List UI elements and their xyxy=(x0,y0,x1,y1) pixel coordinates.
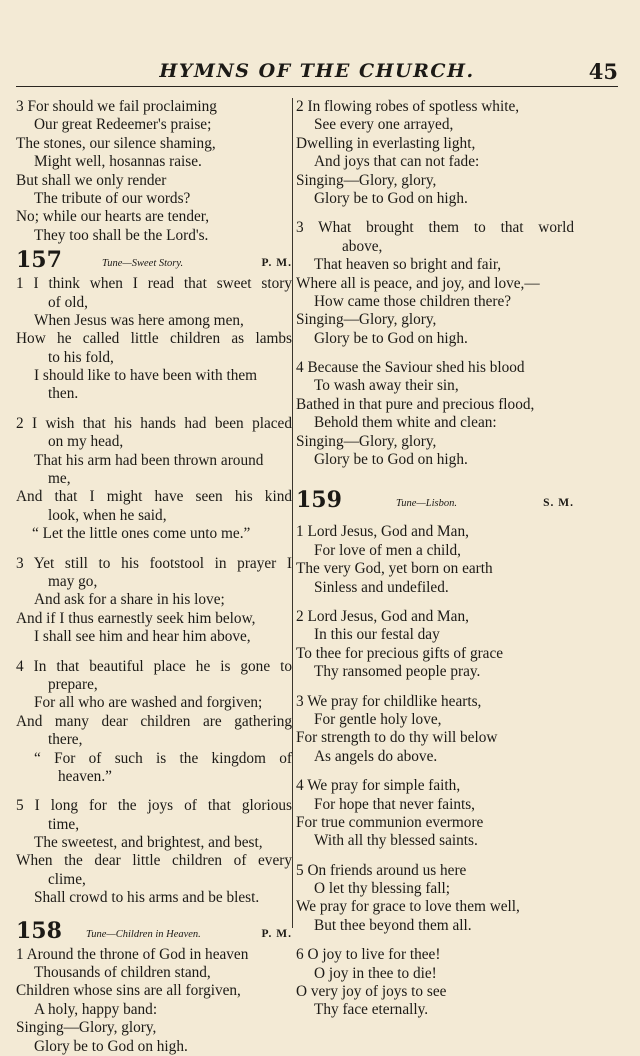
verse-line: I shall see him and hear him above, xyxy=(34,628,251,646)
verse-line: For love of men a child, xyxy=(314,541,461,559)
verse-line: With all thy blessed saints. xyxy=(314,832,478,850)
hymn-158-verse-4 xyxy=(296,359,574,469)
verse-line: Thy face eternally. xyxy=(314,1001,429,1019)
tune-name: Tune—Children in Heaven. xyxy=(86,928,201,940)
hymn-158-heading xyxy=(16,916,292,944)
right-column xyxy=(296,98,574,1019)
verse-line: And many dear children are gathering xyxy=(16,712,292,730)
verse-line: 4 We pray for simple faith, xyxy=(296,777,461,795)
verse-line: For true communion evermore xyxy=(296,813,484,831)
verse-line: Singing—Glory, glory, xyxy=(296,311,437,329)
verse-line: And if I thus earnestly seek him below, xyxy=(16,609,256,627)
verse-line: As angels do above. xyxy=(314,747,438,765)
verse-line: The stones, our silence shaming, xyxy=(16,134,216,152)
verse-line: The very God, yet born on earth xyxy=(296,560,493,578)
verse-line: Glory be to God on high. xyxy=(314,451,468,469)
verse-line: on my head, xyxy=(48,433,124,451)
verse-line: 1 I think when I read that sweet story xyxy=(16,275,292,293)
verse-line: And joys that can not fade: xyxy=(314,153,480,171)
verse-line: Dwelling in everlasting light, xyxy=(296,134,476,152)
verse-line: above, xyxy=(342,237,383,255)
verse-line: Glory be to God on high. xyxy=(314,189,468,207)
verse-line: may go, xyxy=(48,572,98,590)
meter: P. M. xyxy=(261,927,292,940)
verse-line: Singing—Glory, glory, xyxy=(296,432,437,450)
verse-line: 3 Yet still to his footstool in prayer I xyxy=(16,554,292,572)
verse-line: A holy, happy band: xyxy=(34,1000,158,1018)
hymn-157-verse-3 xyxy=(16,555,292,647)
verse-line: They too shall be the Lord's. xyxy=(34,226,209,244)
hymn-158-verse-3 xyxy=(296,219,574,348)
verse-line: And ask for a share in his love; xyxy=(34,591,225,609)
verse-line: 5 On friends around us here xyxy=(296,861,467,879)
verse-line: 3 For should we fail proclaiming xyxy=(16,98,217,115)
running-header xyxy=(16,56,618,87)
verse-line: Where all is peace, and joy, and love,— xyxy=(296,274,540,292)
verse-line: heaven.” xyxy=(58,767,112,785)
verse-line: 6 O joy to live for thee! xyxy=(296,946,441,964)
verse-line: Thousands of children stand, xyxy=(34,964,211,982)
verse-line: For gentle holy love, xyxy=(314,710,442,728)
page-number: 45 xyxy=(588,59,618,84)
hymn-159-verse-5 xyxy=(296,862,574,936)
verse-line: That his arm had been thrown around xyxy=(34,451,264,469)
verse-line: I should like to have been with them xyxy=(34,367,258,385)
hymn-159-verse-3 xyxy=(296,693,574,767)
verse-line: Behold them white and clean: xyxy=(314,414,497,432)
verse-line: Glory be to God on high. xyxy=(34,1037,188,1055)
verse-line: 4 In that beautiful place he is gone to xyxy=(16,657,292,675)
verse-line: The tribute of our words? xyxy=(34,189,191,207)
verse-line: 3 We pray for childlike hearts, xyxy=(296,692,482,710)
verse-line: The sweetest, and brightest, and best, xyxy=(34,834,263,852)
verse-line: 5 I long for the joys of that glorious xyxy=(16,797,292,815)
verse-line: Children whose sins are all forgiven, xyxy=(16,982,241,1000)
hymn-158-verse-1 xyxy=(16,946,292,1056)
hymn-157-verse-2 xyxy=(16,415,292,544)
verse-line: For strength to do thy will below xyxy=(296,729,498,747)
verse-line: Our great Redeemer's praise; xyxy=(34,116,212,134)
verse-line: That heaven so bright and fair, xyxy=(314,256,502,274)
hymn-number: 157 xyxy=(16,247,62,274)
hymn-159-verse-1 xyxy=(296,523,574,597)
hymn-158-verse-2 xyxy=(296,98,574,208)
verse-line: See every one arrayed, xyxy=(314,116,454,134)
verse-line: O let thy blessing fall; xyxy=(314,880,450,898)
verse-line: 1 Lord Jesus, God and Man, xyxy=(296,523,469,541)
verse-line: In this our festal day xyxy=(314,626,440,644)
verse-line: “ Let the little ones come unto me.” xyxy=(32,525,251,543)
verse-line: 2 Lord Jesus, God and Man, xyxy=(296,607,469,625)
hymn-157-verse-1 xyxy=(16,275,292,404)
hymn-157-verse-5 xyxy=(16,797,292,907)
verse-line: Might well, hosannas raise. xyxy=(34,153,202,171)
column-divider xyxy=(292,98,293,928)
verse-line: To wash away their sin, xyxy=(314,377,459,395)
hymn-159-heading xyxy=(296,485,574,513)
verse-line: there, xyxy=(48,731,83,749)
running-title: HYMNS OF THE CHURCH. xyxy=(159,60,475,82)
hymn-159-verse-2 xyxy=(296,608,574,682)
verse-line: prepare, xyxy=(48,675,98,693)
continued-verse xyxy=(16,98,292,245)
verse-line: But shall we only render xyxy=(16,171,167,189)
verse-line: No; while our hearts are tender, xyxy=(16,208,210,226)
verse-line: And that I might have seen his kind xyxy=(16,488,292,506)
tune-name: Tune—Lisbon. xyxy=(396,498,457,510)
hymn-157-heading xyxy=(16,245,292,273)
tune-name: Tune—Sweet Story. xyxy=(102,258,184,270)
verse-line: of old, xyxy=(48,293,88,311)
verse-line: Singing—Glory, glory, xyxy=(16,1019,157,1037)
verse-line: Bathed in that pure and precious flood, xyxy=(296,395,535,413)
verse-line: Singing—Glory, glory, xyxy=(296,171,437,189)
verse-line: me, xyxy=(48,470,71,488)
verse-line: 4 Because the Saviour shed his blood xyxy=(296,359,525,377)
verse-line: 2 I wish that his hands had been placed xyxy=(16,414,292,432)
verse-line: How he called little children as lambs xyxy=(16,330,292,348)
verse-line: “ For of such is the kingdom of xyxy=(34,749,292,767)
meter: P. M. xyxy=(261,257,292,270)
verse-line: For hope that never faints, xyxy=(314,795,475,813)
verse-line: O joy in thee to die! xyxy=(314,964,437,982)
verse-line: then. xyxy=(48,385,79,403)
meter: S. M. xyxy=(543,497,574,510)
hymn-number: 159 xyxy=(296,487,342,514)
verse-line: 1 Around the throne of God in heaven xyxy=(16,945,249,963)
verse-line: To thee for precious gifts of grace xyxy=(296,644,504,662)
hymn-159-verse-4 xyxy=(296,777,574,851)
verse-line: O very joy of joys to see xyxy=(296,983,447,1001)
left-column xyxy=(16,98,292,1055)
verse-line: 2 In flowing robes of spotless white, xyxy=(296,98,520,115)
verse-line: Thy ransomed people pray. xyxy=(314,663,481,681)
verse-line: But thee beyond them all. xyxy=(314,916,472,934)
verse-line: to his fold, xyxy=(48,348,114,366)
verse-line: For all who are washed and forgiven; xyxy=(34,694,263,712)
verse-line: Shall crowd to his arms and be blest. xyxy=(34,889,260,907)
verse-line: 3 What brought them to that world xyxy=(296,219,574,237)
verse-line: clime, xyxy=(48,870,86,888)
verse-line: When the dear little children of every xyxy=(16,852,292,870)
verse-line: look, when he said, xyxy=(48,506,167,524)
hymn-157-verse-4 xyxy=(16,658,292,787)
verse-line: time, xyxy=(48,815,80,833)
verse-line: Glory be to God on high. xyxy=(314,329,468,347)
verse-line: We pray for grace to love them well, xyxy=(296,898,520,916)
verse-line: How came those children there? xyxy=(314,292,512,310)
hymn-number: 158 xyxy=(16,917,62,944)
verse-line: Sinless and undefiled. xyxy=(314,578,449,596)
verse-line: When Jesus was here among men, xyxy=(34,311,244,329)
